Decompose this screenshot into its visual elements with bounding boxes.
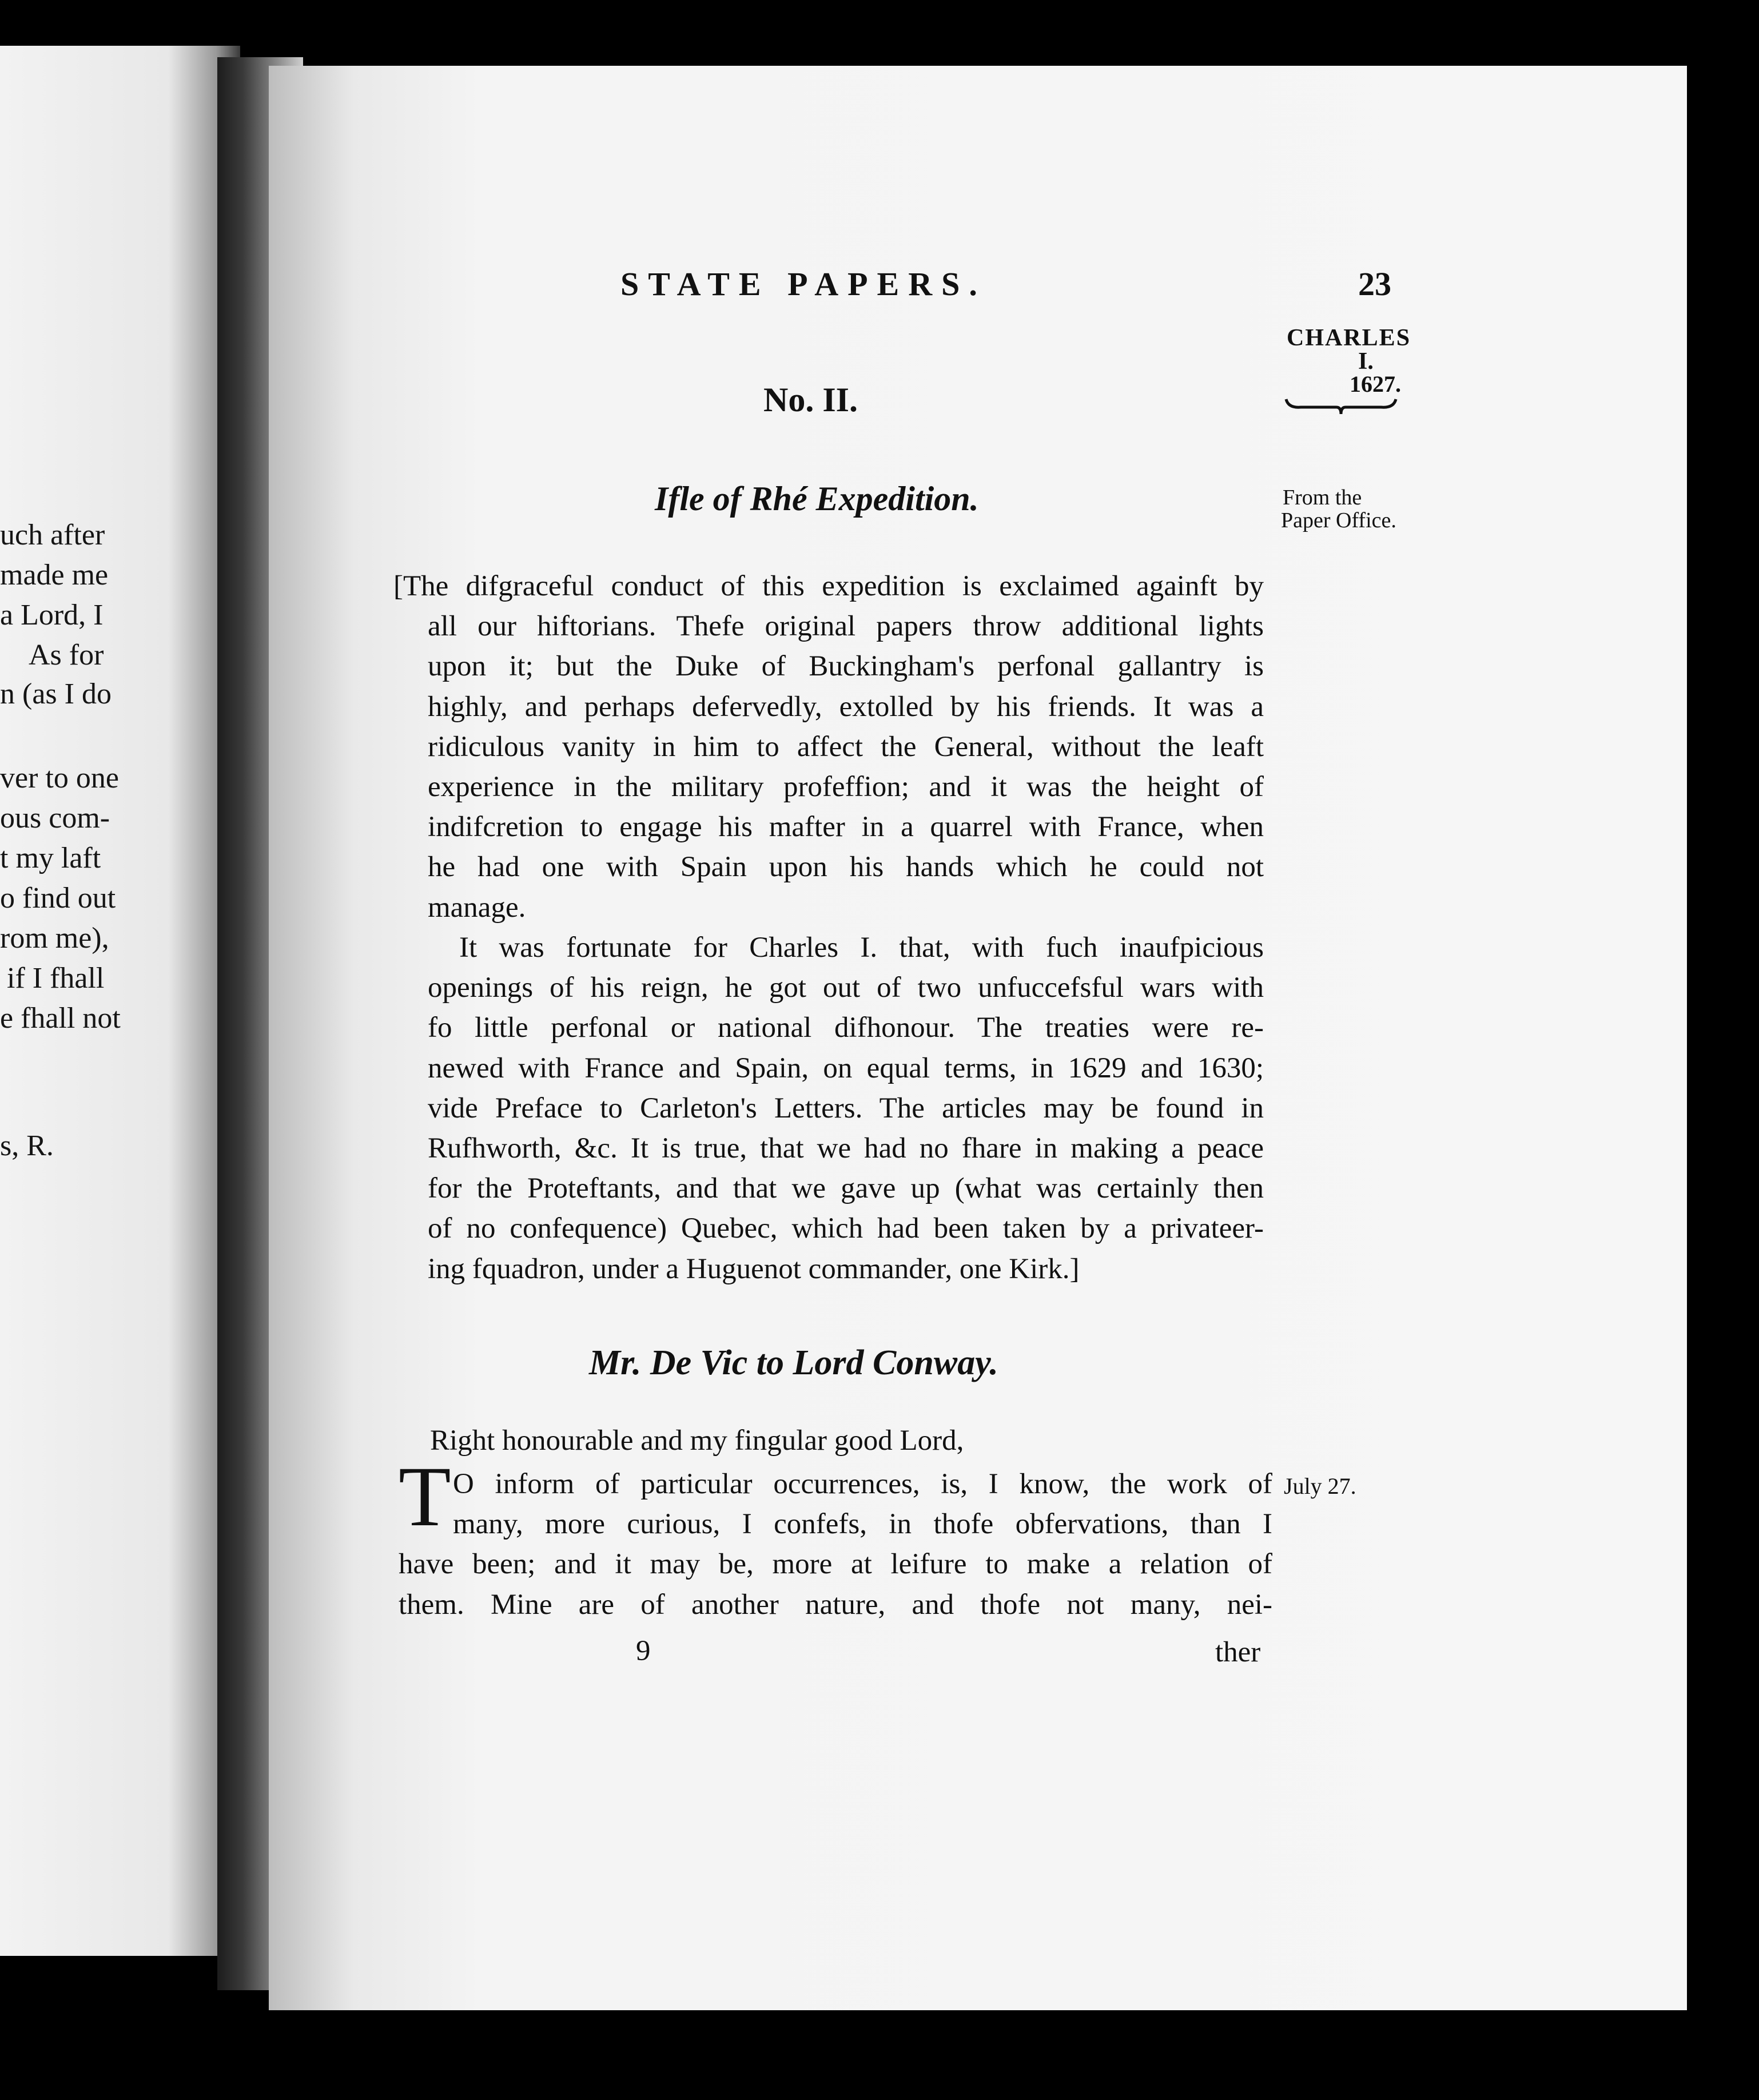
letter-salutation: Right honourable and my fingular good Lord, [430,1425,964,1457]
text-line: experience in the military profeffion; and it was the height of [428,770,1264,803]
text-line: fo little perfonal or national difhonour. The treaties were re- [428,1012,1264,1044]
text-line: have been; and it may be, more at leifure to make a relation of [399,1548,1272,1581]
text-line: indifcretion to engage his mafter in a quarrel with France, when [428,811,1264,844]
text-line: It was fortunate for Charles I. that, with fuch inaufpicious [459,932,1264,964]
text-line: highly, and perhaps defervedly, extolled by his friends. It was a [428,690,1264,723]
facing-page-line: s, R. [0,1129,54,1162]
facing-page-line: uch after [0,519,105,551]
facing-page-line: a Lord, I [0,599,104,631]
text-line: them. Mine are of another nature, and thofe not many, nei- [399,1588,1272,1621]
introduction-paragraph-1 [393,566,1264,928]
margin-reign-name: CHARLES [1287,325,1411,351]
text-line: newed with France and Spain, on equal terms, in 1629 and 1630; [428,1052,1264,1084]
margin-source-line2: Paper Office. [1281,508,1396,532]
text-line: of no confequence) Quebec, which had been taken by a privateer- [428,1212,1264,1245]
signature-mark: 9 [636,1635,651,1667]
text-line: for the Proteftants, and that we gave up (what was certainly then [428,1172,1264,1205]
margin-source-line1: From the [1283,486,1362,510]
facing-page-line: if I fhall [7,962,105,995]
margin-brace [1284,395,1398,417]
text-line: openings of his reign, he got out of two unfuccefsful wars with [428,972,1264,1004]
section-title: Ifle of Rhé Expedition. [655,480,979,518]
facing-page-line: t my laft [0,842,101,874]
text-line: all our hiftorians. Thefe original papers throw additional lights [428,610,1264,643]
facing-page [0,46,240,1956]
facing-page-line: ous com- [0,802,110,834]
catchword: ther [1215,1636,1261,1668]
facing-page-line: As for [29,639,104,671]
text-line: he had one with Spain upon his hands which he could not [428,851,1264,884]
text-line: vide Preface to Carleton's Letters. The articles may be found in [428,1092,1264,1124]
text-line: manage. [428,891,526,924]
facing-page-line: e fhall not [0,1002,121,1035]
facing-page-line: n (as I do [0,678,112,710]
letter-body [399,1464,1272,1625]
facing-page-line: ver to one [0,762,119,794]
page-number: 23 [1358,265,1391,303]
text-line: ridiculous vanity in him to affect the General, without the leaft [428,730,1264,763]
margin-reign-numeral: I. [1358,348,1374,375]
letter-title: Mr. De Vic to Lord Conway. [589,1343,998,1382]
drop-cap: T [399,1449,451,1544]
facing-page-line: made me [0,559,109,591]
margin-reign-year: 1627. [1350,371,1401,397]
text-line: many, more curious, I confefs, in thofe obfervations, than I [453,1508,1272,1541]
facing-page-line: rom me), [0,922,109,954]
text-line: Rufhworth, &c. It is true, that we had no fhare in making a peace [428,1132,1264,1164]
facing-page-line: o find out [0,882,116,914]
text-line: O inform of particular occurrences, is, I know, the work of [453,1468,1272,1500]
text-line: ing fquadron, under a Huguenot commander, one Kirk.] [428,1252,1080,1285]
text-line: upon it; but the Duke of Buckingham's perfonal gallantry is [428,650,1264,683]
margin-letter-date: July 27. [1284,1473,1356,1499]
introduction-paragraph-2 [428,928,1264,1289]
document-number: No. II. [763,381,858,419]
running-title: STATE PAPERS. [620,265,986,303]
text-line: [The difgraceful conduct of this expedition is exclaimed againft by [393,570,1264,602]
